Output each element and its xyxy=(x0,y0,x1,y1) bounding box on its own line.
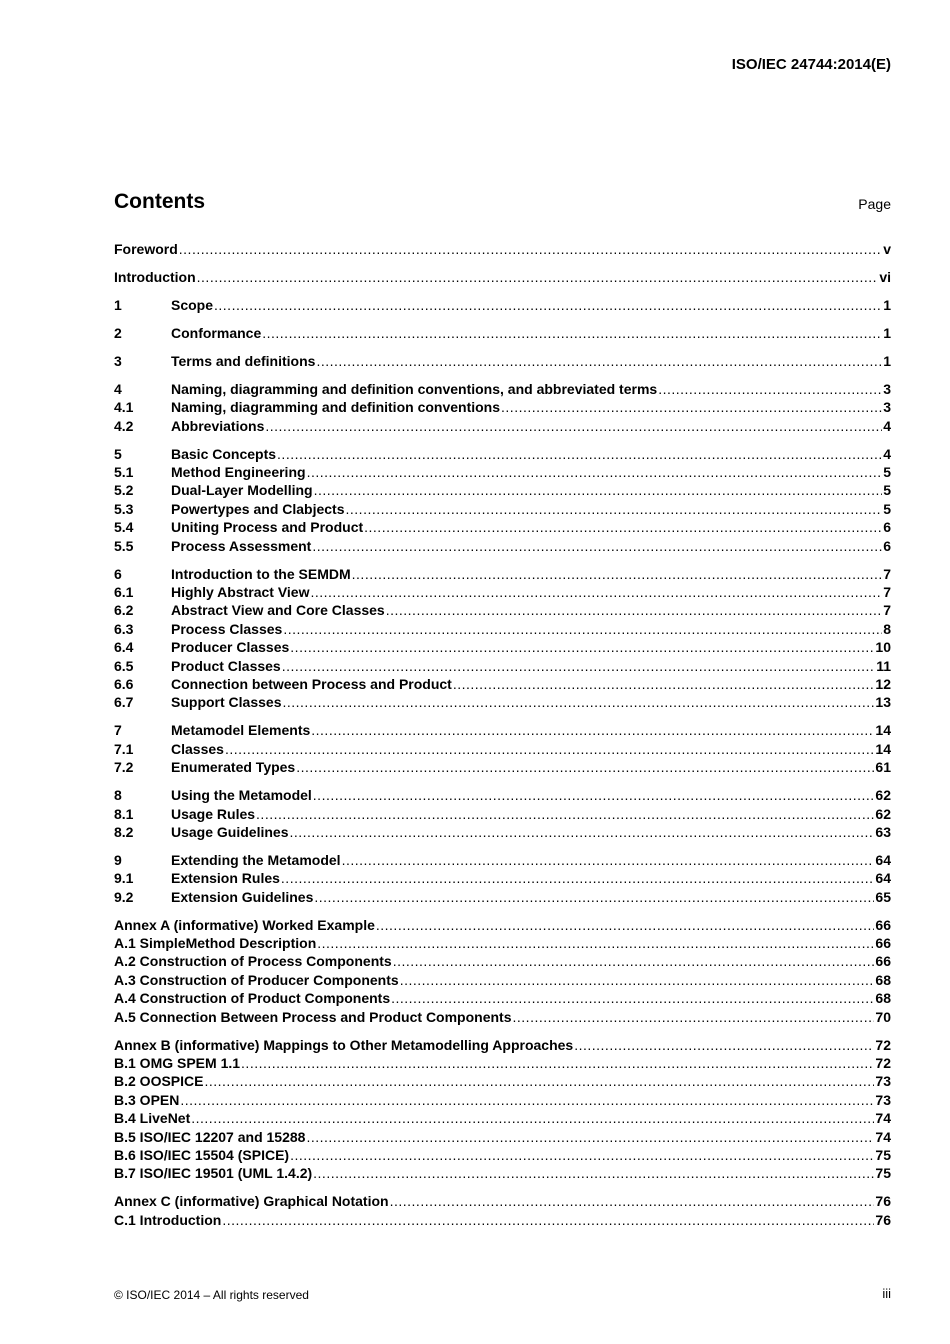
toc-dot-leader xyxy=(314,888,874,906)
toc-entry[interactable] xyxy=(114,740,891,758)
toc-entry-title: B.5 ISO/IEC 12207 and 15288 xyxy=(114,1128,306,1145)
toc-entry-page: 6 xyxy=(883,537,891,554)
toc-entry-page: 3 xyxy=(883,380,891,397)
toc-entry-title: Enumerated Types xyxy=(171,759,296,776)
toc-entry-number: 4.1 xyxy=(114,399,134,416)
toc-dot-leader xyxy=(313,1164,874,1182)
toc-entry-number: 7.2 xyxy=(114,759,134,776)
toc-entry-title: Usage Rules xyxy=(171,805,256,822)
toc-dot-leader xyxy=(281,869,875,887)
toc-entry[interactable] xyxy=(114,851,891,869)
toc-entry-title: Terms and definitions xyxy=(171,352,316,369)
toc-dot-leader xyxy=(290,638,874,656)
toc-entry[interactable] xyxy=(114,888,891,906)
toc-entry[interactable] xyxy=(114,1192,891,1210)
toc-entry[interactable] xyxy=(114,380,891,398)
toc-entry[interactable] xyxy=(114,240,891,258)
toc-entry[interactable] xyxy=(114,805,891,823)
toc-dot-leader xyxy=(222,1211,874,1229)
toc-entry[interactable] xyxy=(114,352,891,370)
toc-entry-page: 66 xyxy=(875,953,891,970)
toc-entry-title: Basic Concepts xyxy=(171,445,277,462)
toc-entry-page: 74 xyxy=(875,1110,891,1127)
toc-entry-title: B.3 OPEN xyxy=(114,1091,180,1108)
toc-entry-page: 62 xyxy=(875,787,891,804)
toc-dot-leader xyxy=(180,1091,874,1109)
toc-entry-page: 73 xyxy=(875,1091,891,1108)
toc-entry[interactable] xyxy=(114,1146,891,1164)
toc-entry-number: 6.7 xyxy=(114,694,134,711)
toc-entry-title: B.7 ISO/IEC 19501 (UML 1.4.2) xyxy=(114,1165,313,1182)
toc-dot-leader xyxy=(310,583,882,601)
toc-entry-number: 6.6 xyxy=(114,675,134,692)
toc-dot-leader xyxy=(658,380,882,398)
toc-entry[interactable] xyxy=(114,500,891,518)
toc-entry[interactable] xyxy=(114,398,891,416)
toc-dot-leader xyxy=(316,352,882,370)
toc-entry-title: Uniting Process and Product xyxy=(171,519,364,536)
toc-entry-title: Scope xyxy=(171,296,214,313)
toc-entry-page: 14 xyxy=(875,722,891,739)
toc-entry[interactable] xyxy=(114,786,891,804)
toc-entry[interactable] xyxy=(114,916,891,934)
footer-page-number: iii xyxy=(882,1286,891,1301)
toc-dot-leader xyxy=(317,934,874,952)
toc-entry-title: Annex A (informative) Worked Example xyxy=(114,916,375,933)
toc-entry-page: 5 xyxy=(883,500,891,517)
toc-dot-leader xyxy=(265,417,882,435)
toc-entry-page: 7 xyxy=(883,602,891,619)
toc-entry-title: Annex C (informative) Graphical Notation xyxy=(114,1193,389,1210)
toc-entry[interactable] xyxy=(114,620,891,638)
toc-entry-title: Method Engineering xyxy=(171,464,306,481)
toc-dot-leader xyxy=(391,989,874,1007)
toc-entry-number: 8 xyxy=(114,787,122,804)
toc-dot-leader xyxy=(513,1008,875,1026)
toc-dot-leader xyxy=(364,518,882,536)
toc-entry-page: 5 xyxy=(883,464,891,481)
toc-entry[interactable] xyxy=(114,537,891,555)
toc-entry-title: Extension Rules xyxy=(171,870,280,887)
toc-entry-page: 73 xyxy=(875,1073,891,1090)
toc-entry[interactable] xyxy=(114,518,891,536)
toc-entry-number: 5 xyxy=(114,445,122,462)
toc-entry-page: 13 xyxy=(875,694,891,711)
toc-entry-title: Naming, diagramming and definition conventions xyxy=(171,399,501,416)
toc-entry-title: Abstract View and Core Classes xyxy=(171,602,385,619)
toc-dot-leader xyxy=(197,268,879,286)
footer-copyright: © ISO/IEC 2014 – All rights reserved xyxy=(114,1288,309,1302)
toc-entry-page: 76 xyxy=(875,1193,891,1210)
toc-entry-title: B.6 ISO/IEC 15504 (SPICE) xyxy=(114,1146,290,1163)
toc-entry[interactable] xyxy=(114,565,891,583)
toc-entry-number: 6.1 xyxy=(114,584,134,601)
toc-entry-page: 76 xyxy=(875,1211,891,1228)
toc-entry-number: 4.2 xyxy=(114,417,134,434)
document-header-title: ISO/IEC 24744:2014(E) xyxy=(731,56,891,73)
toc-entry-number: 4 xyxy=(114,380,122,397)
toc-entry-page: 11 xyxy=(876,657,891,674)
toc-entry-title: Foreword xyxy=(114,241,178,257)
toc-entry-page: 6 xyxy=(883,519,891,536)
toc-entry-number: 8.1 xyxy=(114,805,134,822)
toc-entry-page: 3 xyxy=(883,399,891,416)
toc-entry-title: Abbreviations xyxy=(171,417,265,434)
toc-entry-page: 10 xyxy=(875,639,891,656)
toc-entry[interactable] xyxy=(114,721,891,739)
toc-dot-leader xyxy=(352,565,883,583)
toc-dot-leader xyxy=(277,445,882,463)
toc-entry-page: vi xyxy=(879,268,891,285)
toc-dot-leader xyxy=(179,240,882,258)
toc-entry-title: Naming, diagramming and definition conventions, and abbreviated terms xyxy=(171,380,658,397)
toc-entry[interactable] xyxy=(114,1211,891,1229)
toc-entry-page: 75 xyxy=(875,1165,891,1182)
toc-entry-title: Powertypes and Clabjects xyxy=(171,500,345,517)
toc-entry-number: 6.2 xyxy=(114,602,134,619)
toc-entry-page: 68 xyxy=(875,990,891,1007)
toc-entry[interactable] xyxy=(114,1054,891,1072)
toc-entry[interactable] xyxy=(114,869,891,887)
toc-entry-number: 7 xyxy=(114,722,122,739)
toc-entry-page: 65 xyxy=(875,888,891,905)
toc-entry-page: 5 xyxy=(883,482,891,499)
toc-entry-number: 7.1 xyxy=(114,740,134,757)
toc-dot-leader xyxy=(390,1192,875,1210)
toc-entry-page: 7 xyxy=(883,584,891,601)
toc-entry-title: C.1 Introduction xyxy=(114,1211,222,1228)
toc-entry-title: Process Classes xyxy=(171,620,283,637)
toc-entry-title: Metamodel Elements xyxy=(171,722,311,739)
toc-entry-title: Process Assessment xyxy=(171,537,312,554)
toc-entry-page: 72 xyxy=(875,1054,891,1071)
toc-entry-title: Introduction to the SEMDM xyxy=(171,565,351,582)
toc-dot-leader xyxy=(296,758,874,776)
toc-entry[interactable] xyxy=(114,1128,891,1146)
toc-entry-number: 5.4 xyxy=(114,519,134,536)
toc-entry-number: 1 xyxy=(114,296,122,313)
toc-entry-page: 66 xyxy=(875,916,891,933)
toc-entry[interactable] xyxy=(114,971,891,989)
toc-entry-page: 64 xyxy=(875,851,891,868)
toc-dot-leader xyxy=(313,786,875,804)
toc-entry[interactable] xyxy=(114,1109,891,1127)
toc-entry[interactable] xyxy=(114,445,891,463)
toc-entry-title: Annex B (informative) Mappings to Other Metamodelling Approaches xyxy=(114,1036,574,1053)
toc-dot-leader xyxy=(346,500,883,518)
toc-entry-number: 6.4 xyxy=(114,639,134,656)
toc-entry[interactable] xyxy=(114,481,891,499)
toc-entry-number: 2 xyxy=(114,324,122,341)
toc-entry-page: 14 xyxy=(875,740,891,757)
toc-entry[interactable] xyxy=(114,758,891,776)
toc-entry-title: A.3 Construction of Producer Components xyxy=(114,971,399,988)
toc-dot-leader xyxy=(225,740,874,758)
toc-entry[interactable] xyxy=(114,693,891,711)
toc-dot-leader xyxy=(306,1128,874,1146)
toc-entry-number: 6.5 xyxy=(114,657,134,674)
toc-entry-title: Producer Classes xyxy=(171,639,290,656)
toc-entry-title: Introduction xyxy=(114,268,196,285)
toc-entry-page: 8 xyxy=(883,620,891,637)
toc-entry-page: 4 xyxy=(883,445,891,462)
toc-entry[interactable] xyxy=(114,1072,891,1090)
toc-entry-title: Conformance xyxy=(171,324,262,341)
toc-entry[interactable] xyxy=(114,675,891,693)
table-of-contents xyxy=(114,240,891,1229)
toc-dot-leader xyxy=(282,693,874,711)
toc-entry-page: 64 xyxy=(875,870,891,887)
toc-entry-page: 4 xyxy=(883,417,891,434)
toc-entry-page: 1 xyxy=(883,324,891,341)
toc-entry-title: Dual-Layer Modelling xyxy=(171,482,313,499)
toc-entry-title: Support Classes xyxy=(171,694,282,711)
toc-entry-page: v xyxy=(883,241,891,257)
toc-entry-title: A.2 Construction of Process Components xyxy=(114,953,392,970)
page-column-label: Page xyxy=(858,196,891,212)
toc-entry-page: 62 xyxy=(875,805,891,822)
toc-dot-leader xyxy=(501,398,882,416)
toc-entry-number: 8.2 xyxy=(114,823,134,840)
toc-entry-number: 9 xyxy=(114,851,122,868)
toc-entry-title: B.4 LiveNet xyxy=(114,1110,191,1127)
toc-entry-title: Highly Abstract View xyxy=(171,584,310,601)
toc-entry-page: 68 xyxy=(875,971,891,988)
toc-entry-title: Connection between Process and Product xyxy=(171,675,452,692)
toc-entry-number: 5.5 xyxy=(114,537,134,554)
toc-entry-title: Classes xyxy=(171,740,224,757)
toc-entry-title: Extension Guidelines xyxy=(171,888,314,905)
toc-entry[interactable] xyxy=(114,1091,891,1109)
toc-entry[interactable] xyxy=(114,417,891,435)
toc-entry-number: 9.2 xyxy=(114,888,134,905)
toc-entry-title: A.1 SimpleMethod Description xyxy=(114,935,317,952)
toc-dot-leader xyxy=(214,296,882,314)
toc-entry-title: Extending the Metamodel xyxy=(171,851,341,868)
toc-entry[interactable] xyxy=(114,1036,891,1054)
toc-entry-page: 63 xyxy=(875,823,891,840)
toc-entry-page: 1 xyxy=(883,296,891,313)
toc-dot-leader xyxy=(282,657,875,675)
toc-entry[interactable] xyxy=(114,296,891,314)
toc-entry[interactable] xyxy=(114,638,891,656)
toc-entry[interactable] xyxy=(114,657,891,675)
toc-dot-leader xyxy=(191,1109,874,1127)
toc-entry-title: Using the Metamodel xyxy=(171,787,312,804)
toc-dot-leader xyxy=(290,1146,874,1164)
toc-entry-number: 5.3 xyxy=(114,500,134,517)
toc-dot-leader xyxy=(574,1036,874,1054)
toc-entry[interactable] xyxy=(114,989,891,1007)
toc-entry-page: 1 xyxy=(883,352,891,369)
toc-entry-page: 70 xyxy=(875,1008,891,1025)
toc-entry[interactable] xyxy=(114,823,891,841)
toc-entry-title: B.2 OOSPICE xyxy=(114,1073,204,1090)
toc-dot-leader xyxy=(256,805,874,823)
toc-entry-number: 5.1 xyxy=(114,464,134,481)
toc-dot-leader xyxy=(204,1072,874,1090)
toc-entry-number: 6.3 xyxy=(114,620,134,637)
toc-entry-page: 12 xyxy=(875,675,891,692)
toc-entry-title: A.4 Construction of Product Components xyxy=(114,990,391,1007)
toc-dot-leader xyxy=(342,851,875,869)
toc-dot-leader xyxy=(289,823,874,841)
toc-entry-page: 74 xyxy=(875,1128,891,1145)
toc-entry[interactable] xyxy=(114,601,891,619)
toc-entry[interactable] xyxy=(114,463,891,481)
toc-dot-leader xyxy=(241,1054,874,1072)
toc-dot-leader xyxy=(400,971,875,989)
toc-entry-page: 72 xyxy=(875,1036,891,1053)
toc-entry-number: 6 xyxy=(114,565,122,582)
toc-dot-leader xyxy=(386,601,882,619)
toc-entry[interactable] xyxy=(114,583,891,601)
toc-dot-leader xyxy=(453,675,875,693)
toc-entry-number: 9.1 xyxy=(114,870,134,887)
toc-entry-page: 66 xyxy=(875,935,891,952)
toc-entry-number: 3 xyxy=(114,352,122,369)
toc-entry[interactable] xyxy=(114,1008,891,1026)
toc-entry-page: 7 xyxy=(883,565,891,582)
toc-dot-leader xyxy=(314,481,883,499)
toc-dot-leader xyxy=(307,463,883,481)
contents-heading: Contents xyxy=(114,190,205,213)
toc-dot-leader xyxy=(283,620,882,638)
toc-entry[interactable] xyxy=(114,324,891,342)
toc-entry[interactable] xyxy=(114,934,891,952)
toc-entry-number: 5.2 xyxy=(114,482,134,499)
toc-entry-page: 75 xyxy=(875,1146,891,1163)
toc-dot-leader xyxy=(262,324,882,342)
toc-entry[interactable] xyxy=(114,1164,891,1182)
toc-dot-leader xyxy=(311,721,874,739)
toc-entry[interactable] xyxy=(114,268,891,286)
toc-entry-page: 61 xyxy=(875,759,891,776)
toc-dot-leader xyxy=(376,916,875,934)
toc-entry-title: Usage Guidelines xyxy=(171,823,289,840)
toc-dot-leader xyxy=(312,537,882,555)
toc-entry[interactable] xyxy=(114,952,891,970)
toc-entry-title: A.5 Connection Between Process and Product Components xyxy=(114,1008,512,1025)
toc-entry-title: B.1 OMG SPEM 1.1 xyxy=(114,1054,241,1071)
toc-entry-title: Product Classes xyxy=(171,657,281,674)
toc-dot-leader xyxy=(393,952,875,970)
